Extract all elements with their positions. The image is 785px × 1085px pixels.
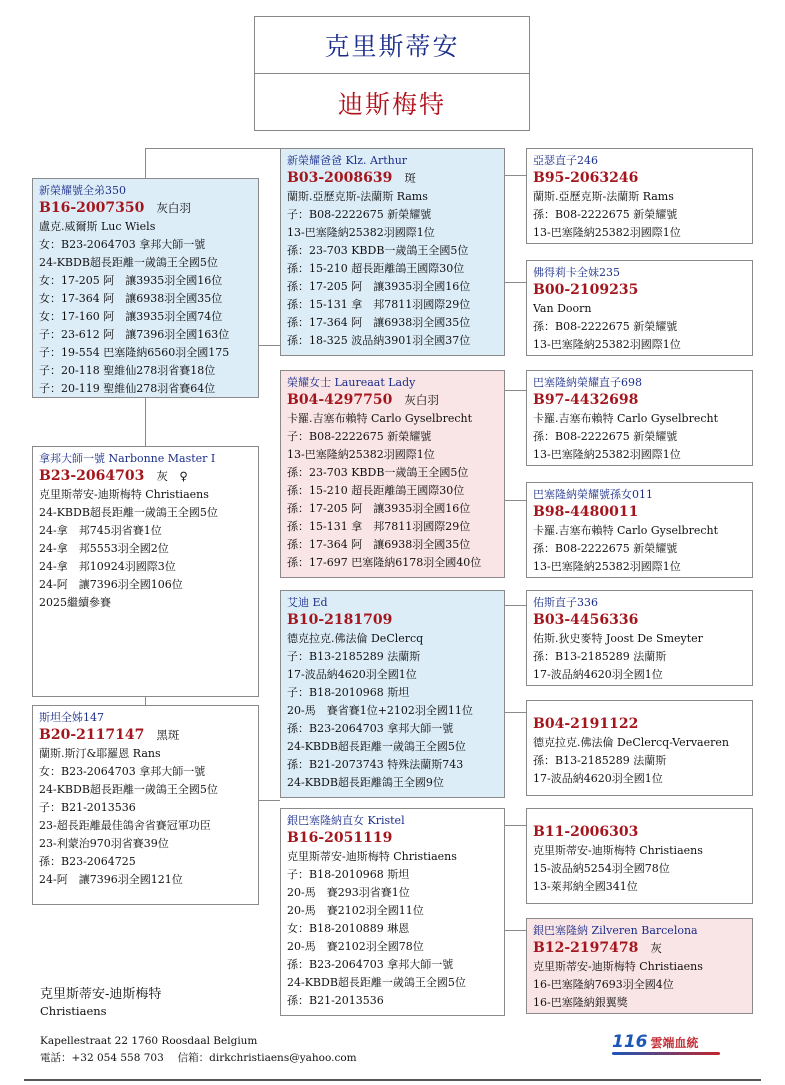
pedigree-line: 13-巴塞隆納25382羽國際1位: [533, 226, 681, 239]
pedigree-line: 子：20-118 聖維仙278羽省賽18位: [39, 364, 216, 377]
pigeon-name: 斯坦全姊147: [39, 711, 104, 724]
connector-line: [145, 697, 146, 705]
pedigree-line: 孫：B13-2185289 法蘭斯: [533, 754, 667, 767]
pedigree-line: 克里斯蒂安-迪斯梅特 Christiaens: [287, 850, 457, 863]
plumage-color: 黑斑: [156, 728, 180, 742]
pedigree-line: 孫：B21-2073743 特殊法蘭斯743: [287, 758, 464, 771]
ring-number: B16-2007350 灰白羽: [39, 200, 191, 216]
pedigree-line: 子：B08-2222675 新榮耀號: [287, 208, 432, 221]
ring-number: B11-2006303: [533, 824, 639, 840]
connector-line: [505, 930, 526, 931]
pedigree-line: 孫：B23-2064703 拿邦大師一號: [287, 958, 454, 971]
subject-pigeon-card: [32, 446, 259, 697]
plumage-color: 灰白羽: [156, 201, 191, 215]
pedigree-line: 孫：B13-2185289 法蘭斯: [533, 650, 667, 663]
ring-number: B95-2063246: [533, 170, 639, 186]
logo-swoosh-icon: [612, 1052, 720, 1055]
logo-number: 116: [612, 1032, 648, 1052]
pedigree-line: 13-巴塞隆納25382羽國際1位: [533, 560, 681, 573]
sire-dam-card: [280, 370, 505, 578]
pedigree-line: 子：B18-2010968 斯坦: [287, 686, 410, 699]
pedigree-line: 17-波品納4620羽全國1位: [287, 668, 417, 681]
pigeon-name: 榮耀女士 Laureaat Lady: [287, 376, 416, 389]
pedigree-line: 德克拉克.佛法倫 DeClercq: [287, 632, 424, 645]
pedigree-line: 24-KBDB超長距離一歲鴿王全國5位: [39, 256, 218, 269]
pedigree-line: 24-KBDB超長距離一歲鴿王全國5位: [39, 506, 218, 519]
pedigree-line: 孫：15-210 超長距離鴿王國際30位: [287, 262, 465, 275]
breeder-surname-title: 迪斯梅特: [337, 89, 446, 119]
pedigree-line: 孫：17-364 阿 讓6938羽全國35位: [287, 538, 471, 551]
pedigree-line: 23-超長距離最佳鴿舍省賽冠軍功臣: [39, 819, 211, 832]
pedigree-line: 孫：17-697 巴塞隆納6178羽全國40位: [287, 556, 482, 569]
pedigree-line: 15-波品納5254羽全國78位: [533, 862, 670, 875]
pedigree-line: 子：20-119 聖維仙278羽省賽64位: [39, 382, 216, 395]
pedigree-line: 孫：B08-2222675 新榮耀號: [533, 208, 678, 221]
plumage-color: 灰白羽: [404, 393, 439, 407]
pedigree-line: 女：17-205 阿 讓3935羽全國16位: [39, 274, 223, 287]
pedigree-line: 20-馬 賽2102羽全國78位: [287, 940, 424, 953]
pigeon-name: 新榮耀號全弟350: [39, 184, 126, 197]
pedigree-line: 13-巴塞隆納25382羽國際1位: [287, 226, 435, 239]
pedigree-line: 16-巴塞隆納銀翼獎: [533, 996, 628, 1009]
ring-number: B04-2191122: [533, 716, 639, 732]
plumage-color: 灰: [650, 941, 662, 955]
pedigree-line: 23-利蒙治970羽省賽39位: [39, 837, 169, 850]
pedigree-line: 子：B13-2185289 法蘭斯: [287, 650, 421, 663]
logo-116: [612, 1032, 699, 1052]
pedigree-line: 24-拿 邦745羽省賽1位: [39, 524, 162, 537]
sire-sire-dam-card: [526, 260, 753, 356]
sire-dam-sire-card: [526, 370, 753, 466]
dam-dam-card: [280, 808, 505, 1016]
bottom-divider: [24, 1079, 761, 1081]
pedigree-line: 女：B18-2010889 琳恩: [287, 922, 410, 935]
connector-line: [505, 390, 526, 391]
ring-number: B97-4432698: [533, 392, 639, 408]
owner-block: [40, 986, 161, 1019]
connector-line: [145, 148, 146, 178]
sire-dam-dam-card: [526, 482, 753, 578]
pedigree-line: 克里斯蒂安-迪斯梅特 Christiaens: [39, 488, 209, 501]
ring-number: B10-2181709: [287, 612, 393, 628]
breeder-name-title: 克里斯蒂安: [255, 17, 529, 74]
sire-card: [32, 178, 259, 398]
connector-line: [145, 398, 146, 446]
pedigree-line: 13-巴塞隆納25382羽國際1位: [287, 448, 435, 461]
pedigree-line: 24-阿 讓7396羽全國121位: [39, 873, 183, 886]
ring-number: B16-2051119: [287, 830, 393, 846]
connector-line: [505, 825, 526, 826]
pigeon-name: 巴塞隆納榮耀直子698: [533, 376, 642, 389]
pedigree-line: 2025繼續參賽: [39, 596, 111, 609]
pedigree-line: 女：B23-2064703 拿邦大師一號: [39, 765, 206, 778]
ring-number: B20-2117147 黑斑: [39, 727, 180, 743]
owner-phone-email: 電話：+32 054 558 703 信箱：dirkchristiaens@yahoo.com: [40, 1052, 357, 1064]
pedigree-line: 20-馬 賽293羽省賽1位: [287, 886, 410, 899]
pedigree-line: 孫：23-703 KBDB一歲鴿王全國5位: [287, 244, 469, 257]
pedigree-line: 卡羅.吉塞布賴特 Carlo Gyselbrecht: [533, 524, 719, 537]
pedigree-line: 孫：B08-2222675 新榮耀號: [533, 542, 678, 555]
pedigree-line: 孫：B23-2064703 拿邦大師一號: [287, 722, 454, 735]
pedigree-line: 蘭斯.亞歷克斯-法蘭斯 Rams: [287, 190, 428, 203]
pedigree-line: 孫：B08-2222675 新榮耀號: [533, 430, 678, 443]
pedigree-line: 女：17-364 阿 讓6938羽全國35位: [39, 292, 223, 305]
ring-number: B04-4297750 灰白羽: [287, 392, 439, 408]
connector-line: [505, 605, 526, 606]
pedigree-line: 蘭斯.斯汀&耶羅恩 Rans: [39, 747, 161, 760]
pedigree-line: 克里斯蒂安-迪斯梅特 Christiaens: [533, 960, 703, 973]
pedigree-line: 孫：15-210 超長距離鴿王國際30位: [287, 484, 465, 497]
pedigree-line: 孫：17-205 阿 讓3935羽全國16位: [287, 280, 471, 293]
pedigree-line: 子：B18-2010968 斯坦: [287, 868, 410, 881]
plumage-color: 灰 ♀: [156, 469, 188, 483]
pedigree-line: 子：B08-2222675 新榮耀號: [287, 430, 432, 443]
pigeon-name: 巴塞隆納榮耀號孫女011: [533, 488, 653, 501]
owner-contact: [40, 1033, 357, 1067]
pedigree-line: 盧克.威爾斯 Luc Wiels: [39, 220, 156, 233]
pedigree-line: 17-波品納4620羽全國1位: [533, 668, 663, 681]
pedigree-line: Van Doorn: [533, 302, 592, 315]
pedigree-line: 子：B21-2013536: [39, 801, 136, 814]
pedigree-line: 德克拉克.佛法倫 DeClercq-Vervaeren: [533, 736, 729, 749]
pedigree-line: 24-拿 邦5553羽全國2位: [39, 542, 169, 555]
pedigree-line: 24-KBDB超長距離鴿王全國9位: [287, 776, 444, 789]
pedigree-line: 孫：15-131 拿 邦7811羽國際29位: [287, 520, 471, 533]
ring-number: B98-4480011: [533, 504, 639, 520]
pedigree-line: 24-KBDB超長距離一歲鴿王全國5位: [287, 976, 466, 989]
pedigree-line: 24-阿 讓7396羽全國106位: [39, 578, 183, 591]
connector-line: [505, 282, 526, 283]
pedigree-line: 子：19-554 巴塞隆納6560羽全國175: [39, 346, 230, 359]
pigeon-name: 銀巴塞隆納直女 Kristel: [287, 814, 405, 827]
pedigree-line: 佑斯.狄史麥特 Joost De Smeyter: [533, 632, 703, 645]
ring-number: B23-2064703 灰 ♀: [39, 468, 188, 484]
ring-number: B00-2109235: [533, 282, 639, 298]
pedigree-line: 蘭斯.亞歷克斯-法蘭斯 Rams: [533, 190, 674, 203]
dam-card: [32, 705, 259, 905]
pedigree-line: 女：17-160 阿 讓3935羽全國74位: [39, 310, 223, 323]
pigeon-name: 拿邦大師一號 Narbonne Master I: [39, 452, 216, 465]
dam-sire-sire-card: [526, 590, 753, 686]
pedigree-line: 孫：B23-2064725: [39, 855, 136, 868]
ring-number: B03-2008639 斑: [287, 170, 416, 186]
connector-line: [145, 148, 280, 149]
pigeon-name: 艾迪 Ed: [287, 596, 328, 609]
connector-line: [505, 175, 526, 176]
pedigree-line: 24-KBDB超長距離一歲鴿王全國5位: [287, 740, 466, 753]
pedigree-line: 24-拿 邦10924羽國際3位: [39, 560, 176, 573]
ring-number: B03-4456336: [533, 612, 639, 628]
pedigree-line: 孫：18-325 波品納3901羽全國37位: [287, 334, 471, 347]
pigeon-name: 佛得莉卡全妹235: [533, 266, 620, 279]
pedigree-line: 16-巴塞隆納7693羽全國4位: [533, 978, 674, 991]
connector-line: [505, 500, 526, 501]
pedigree-line: 13-巴塞隆納25382羽國際1位: [533, 338, 681, 351]
pedigree-line: 20-馬 賽2102羽全國11位: [287, 904, 424, 917]
plumage-color: 斑: [404, 171, 416, 185]
pedigree-line: 子：23-612 阿 讓7396羽全國163位: [39, 328, 230, 341]
pedigree-line: 孫：B21-2013536: [287, 994, 384, 1007]
pedigree-title-box: [254, 16, 530, 131]
ring-number: B12-2197478 灰: [533, 940, 662, 956]
connector-line: [259, 800, 280, 801]
sire-sire-sire-card: [526, 148, 753, 244]
pigeon-name: 新榮耀爸爸 Klz. Arthur: [287, 154, 408, 167]
pedigree-line: 女：B23-2064703 拿邦大師一號: [39, 238, 206, 251]
connector-line: [505, 712, 526, 713]
pedigree-line: 24-KBDB超長距離一歲鴿王全國5位: [39, 783, 218, 796]
pedigree-line: 孫：17-205 阿 讓3935羽全國16位: [287, 502, 471, 515]
pigeon-name: 銀巴塞隆納 Zilveren Barcelona: [533, 924, 698, 937]
dam-dam-dam-card: [526, 918, 753, 1014]
pigeon-name: 佑斯直子336: [533, 596, 598, 609]
pedigree-line: 克里斯蒂安-迪斯梅特 Christiaens: [533, 844, 703, 857]
pedigree-line: 孫：23-703 KBDB一歲鴿王全國5位: [287, 466, 469, 479]
pedigree-line: 孫：B08-2222675 新榮耀號: [533, 320, 678, 333]
owner-name-en: Christiaens: [40, 1004, 107, 1018]
pedigree-line: 13-萊邦納全國341位: [533, 880, 638, 893]
pigeon-name: 亞瑟直子246: [533, 154, 598, 167]
pedigree-line: 卡羅.吉塞布賴特 Carlo Gyselbrecht: [533, 412, 719, 425]
sire-sire-card: [280, 148, 505, 356]
dam-dam-sire-card: [526, 808, 753, 904]
pedigree-line: 孫：17-364 阿 讓6938羽全國35位: [287, 316, 471, 329]
connector-line: [259, 345, 280, 346]
pedigree-line: 13-巴塞隆納25382羽國際1位: [533, 448, 681, 461]
pedigree-line: 17-波品納4620羽全國1位: [533, 772, 663, 785]
dam-sire-dam-card: [526, 700, 753, 796]
owner-name-cn: 克里斯蒂安-迪斯梅特: [40, 987, 162, 1002]
logo-text: 雲端血統: [650, 1036, 699, 1050]
pedigree-line: 孫：15-131 拿 邦7811羽國際29位: [287, 298, 471, 311]
dam-sire-card: [280, 590, 505, 798]
pedigree-line: 20-馬 賽省賽1位+2102羽全國11位: [287, 704, 473, 717]
owner-address: Kapellestraat 22 1760 Roosdaal Belgium: [40, 1035, 258, 1047]
pedigree-line: 卡羅.吉塞布賴特 Carlo Gyselbrecht: [287, 412, 473, 425]
